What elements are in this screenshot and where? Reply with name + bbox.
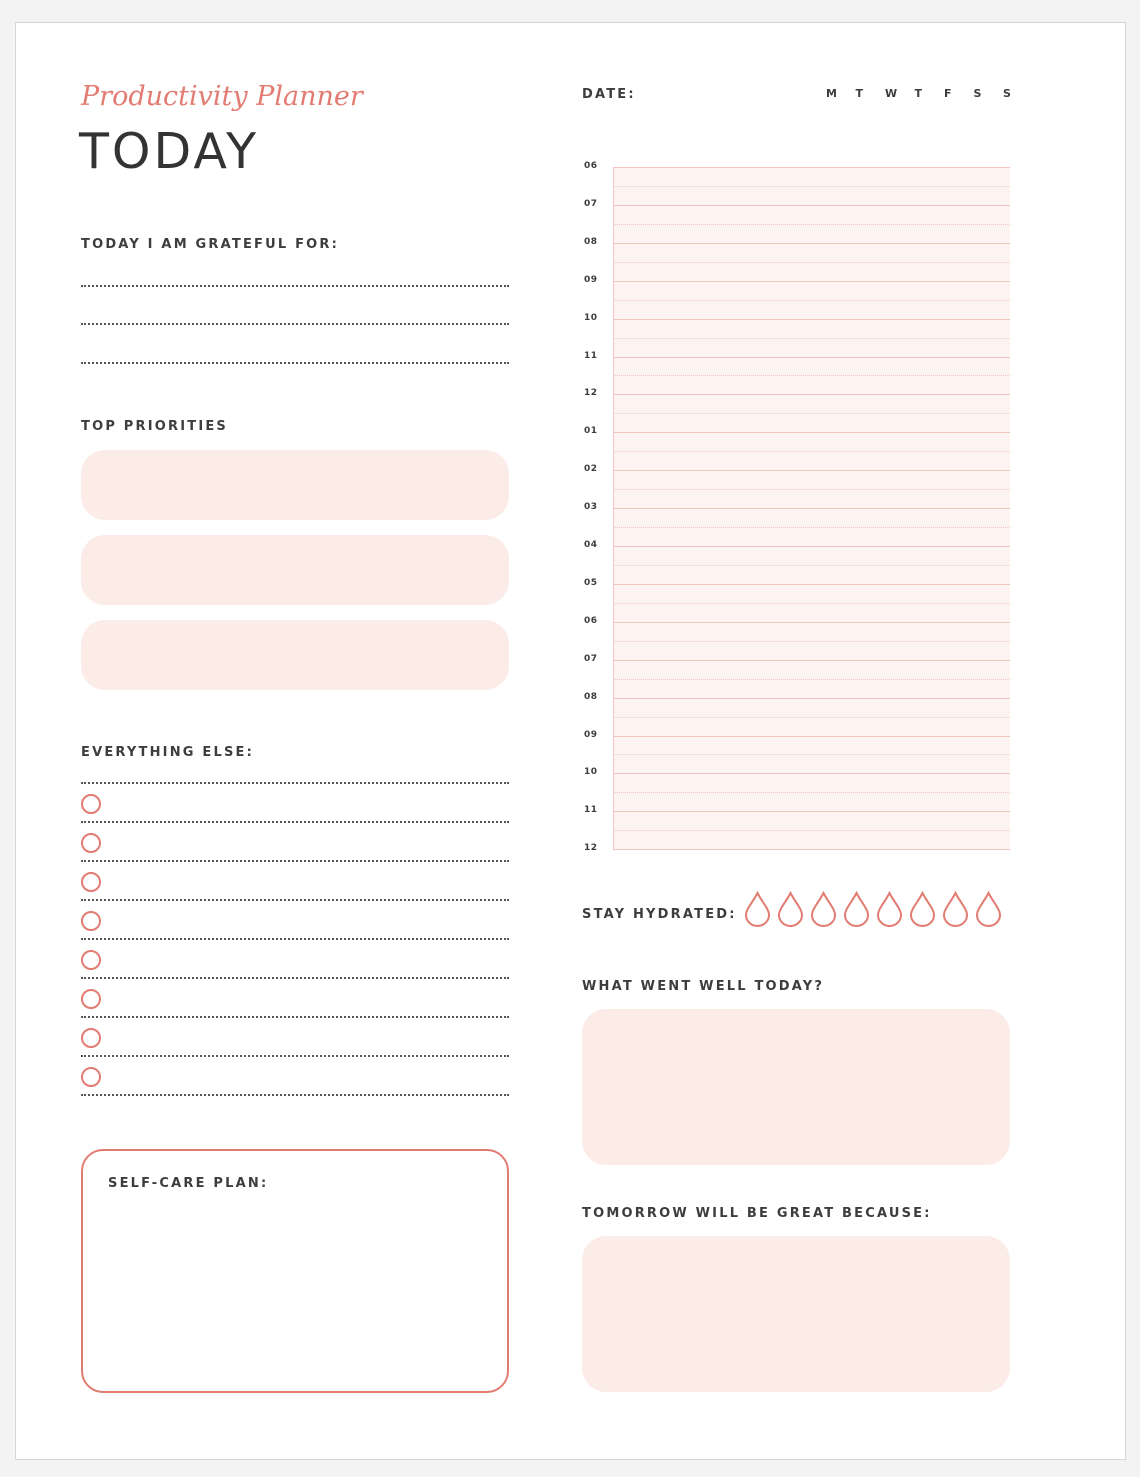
schedule-hour-line bbox=[613, 205, 1010, 206]
water-drop-icon[interactable] bbox=[876, 891, 903, 927]
schedule-half-hour-line bbox=[613, 224, 1010, 225]
date-label: DATE: bbox=[582, 87, 636, 102]
tomorrow-heading: TOMORROW WILL BE GREAT BECAUSE: bbox=[582, 1206, 932, 1221]
schedule-hour-line bbox=[613, 546, 1010, 547]
schedule-hour-label: 06 bbox=[584, 161, 598, 171]
task-line-2[interactable] bbox=[81, 860, 509, 862]
schedule-hour-line bbox=[613, 470, 1010, 471]
schedule-half-hour-line bbox=[613, 830, 1010, 831]
schedule-hour-label: 12 bbox=[584, 388, 598, 399]
schedule-half-hour-line bbox=[613, 641, 1010, 642]
schedule-half-hour-line bbox=[613, 717, 1010, 718]
page-title: TODAY bbox=[79, 123, 260, 180]
schedule-hour-line bbox=[613, 167, 1010, 168]
schedule-hour-label: 11 bbox=[584, 350, 598, 361]
task-checkbox-3[interactable] bbox=[81, 872, 101, 892]
weekday-thu[interactable]: T bbox=[914, 87, 923, 100]
schedule-half-hour-line bbox=[613, 489, 1010, 490]
schedule-hour-line bbox=[613, 698, 1010, 699]
schedule-hour-line bbox=[613, 622, 1010, 623]
task-line-7[interactable] bbox=[81, 1055, 509, 1057]
weekday-mon[interactable]: M bbox=[826, 87, 837, 100]
task-checkbox-6[interactable] bbox=[81, 989, 101, 1009]
task-checkbox-2[interactable] bbox=[81, 833, 101, 853]
schedule-half-hour-line bbox=[613, 565, 1010, 566]
water-drop-icon[interactable] bbox=[777, 891, 804, 927]
schedule-half-hour-line bbox=[613, 679, 1010, 680]
grateful-line-2[interactable] bbox=[81, 323, 509, 325]
priority-box-3[interactable] bbox=[81, 620, 509, 690]
weekday-wed[interactable]: W bbox=[885, 87, 898, 100]
task-checkbox-8[interactable] bbox=[81, 1067, 101, 1087]
schedule-hour-line bbox=[613, 508, 1010, 509]
schedule-half-hour-line bbox=[613, 300, 1010, 301]
schedule-hour-line bbox=[613, 811, 1010, 812]
task-line-5[interactable] bbox=[81, 977, 509, 979]
schedule-divider bbox=[613, 167, 614, 849]
task-line-3[interactable] bbox=[81, 899, 509, 901]
schedule-hour-label: 08 bbox=[584, 236, 598, 247]
task-line-8[interactable] bbox=[81, 1094, 509, 1096]
water-drop-icon[interactable] bbox=[909, 891, 936, 927]
schedule-half-hour-line bbox=[613, 792, 1010, 793]
schedule-hour-label: 05 bbox=[584, 577, 598, 588]
task-line-4[interactable] bbox=[81, 938, 509, 940]
schedule-hour-line bbox=[613, 432, 1010, 433]
schedule-hour-label: 11 bbox=[584, 805, 598, 816]
grateful-line-3[interactable] bbox=[81, 362, 509, 364]
schedule-hour-line bbox=[613, 849, 1010, 850]
weekday-sun[interactable]: S bbox=[1003, 87, 1011, 100]
task-checkbox-4[interactable] bbox=[81, 911, 101, 931]
schedule-hour-label: 08 bbox=[584, 691, 598, 702]
schedule-hour-label: 04 bbox=[584, 540, 598, 550]
hydration-tracker bbox=[744, 891, 1002, 927]
planner-subtitle: Productivity Planner bbox=[81, 81, 363, 112]
weekday-fri[interactable]: F bbox=[944, 87, 952, 100]
schedule-half-hour-line bbox=[613, 451, 1010, 452]
grateful-heading: TODAY I AM GRATEFUL FOR: bbox=[81, 237, 340, 252]
grateful-line-1[interactable] bbox=[81, 285, 509, 287]
schedule-hour-line bbox=[613, 660, 1010, 661]
schedule-hour-label: 01 bbox=[584, 426, 598, 437]
schedule-hour-label: 09 bbox=[584, 274, 598, 285]
schedule-half-hour-line bbox=[613, 603, 1010, 604]
schedule-half-hour-line bbox=[613, 186, 1010, 187]
schedule-hour-label: 10 bbox=[584, 767, 598, 778]
task-line-1[interactable] bbox=[81, 821, 509, 823]
schedule-hour-line bbox=[613, 319, 1010, 320]
task-line-top bbox=[81, 782, 509, 784]
schedule-hour-label: 07 bbox=[584, 653, 598, 664]
task-checkbox-5[interactable] bbox=[81, 950, 101, 970]
schedule-half-hour-line bbox=[613, 413, 1010, 414]
schedule-hour-label: 07 bbox=[584, 198, 598, 209]
weekday-tue[interactable]: T bbox=[855, 87, 864, 100]
schedule-half-hour-line bbox=[613, 262, 1010, 263]
schedule-hour-label: 02 bbox=[584, 464, 598, 475]
schedule-hour-line bbox=[613, 736, 1010, 737]
schedule-hour-line bbox=[613, 243, 1010, 244]
schedule-half-hour-line bbox=[613, 527, 1010, 528]
schedule-hour-label: 09 bbox=[584, 729, 598, 740]
planner-page bbox=[15, 22, 1126, 1460]
priorities-heading: TOP PRIORITIES bbox=[81, 419, 228, 434]
self-care-box[interactable] bbox=[81, 1149, 509, 1393]
schedule-hour-line bbox=[613, 281, 1010, 282]
schedule-hour-line bbox=[613, 357, 1010, 358]
schedule-half-hour-line bbox=[613, 338, 1010, 339]
weekday-sat[interactable]: S bbox=[973, 87, 982, 100]
schedule-half-hour-line bbox=[613, 754, 1010, 755]
task-checkbox-1[interactable] bbox=[81, 794, 101, 814]
water-drop-icon[interactable] bbox=[843, 891, 870, 927]
task-checkbox-7[interactable] bbox=[81, 1028, 101, 1048]
task-line-6[interactable] bbox=[81, 1016, 509, 1018]
hourly-schedule[interactable] bbox=[613, 167, 1010, 849]
schedule-hour-label: 03 bbox=[584, 502, 598, 513]
water-drop-icon[interactable] bbox=[744, 891, 771, 927]
went-well-box[interactable] bbox=[582, 1009, 1010, 1165]
water-drop-icon[interactable] bbox=[942, 891, 969, 927]
tomorrow-box[interactable] bbox=[582, 1236, 1010, 1392]
water-drop-icon[interactable] bbox=[810, 891, 837, 927]
everything-else-heading: EVERYTHING ELSE: bbox=[81, 745, 255, 760]
went-well-heading: WHAT WENT WELL TODAY? bbox=[582, 979, 825, 994]
schedule-hour-label: 12 bbox=[584, 843, 598, 854]
schedule-hour-line bbox=[613, 584, 1010, 585]
water-drop-icon[interactable] bbox=[975, 891, 1002, 927]
schedule-hour-line bbox=[613, 773, 1010, 774]
schedule-hour-line bbox=[613, 394, 1010, 395]
self-care-heading: SELF-CARE PLAN: bbox=[108, 1176, 269, 1191]
hydration-heading: STAY HYDRATED: bbox=[582, 907, 737, 922]
priority-box-1[interactable] bbox=[81, 450, 509, 520]
schedule-hour-label: 10 bbox=[584, 312, 598, 323]
weekday-selector bbox=[826, 87, 1033, 100]
schedule-half-hour-line bbox=[613, 375, 1010, 376]
priority-box-2[interactable] bbox=[81, 535, 509, 605]
schedule-hour-label: 06 bbox=[584, 615, 598, 626]
